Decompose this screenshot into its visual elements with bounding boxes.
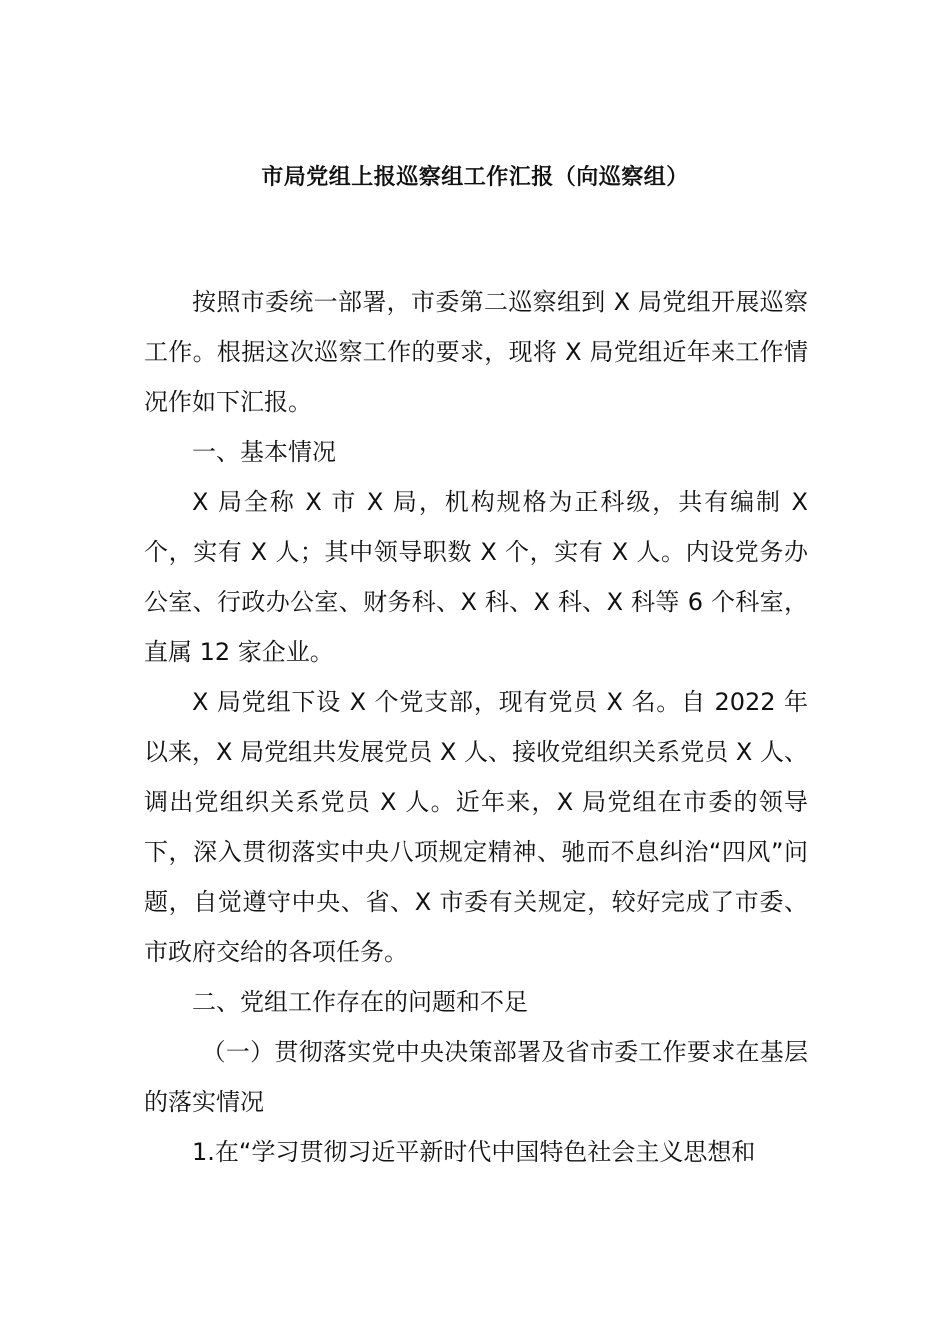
document-body bbox=[144, 277, 808, 1177]
document-title: 市局党组上报巡察组工作汇报（向巡察组） bbox=[261, 165, 689, 190]
basic-info-paragraph-1: X 局全称 X 市 X 局，机构规格为正科级，共有编制 X 个，实有 X 人；其中领导职数 X 个，实有 X 人。内设党务办公室、行政办公室、财务科、X 科、X 科、X 科等 6 个科室，直属 12 家企业。 bbox=[144, 488, 808, 666]
intro-paragraph: 按照市委统一部署，市委第二巡察组到 X 局党组开展巡察工作。根据这次巡察工作的要求，现将 X 局党组近年来工作情况作如下汇报。 bbox=[144, 288, 808, 416]
item-1-paragraph: 1.在“学习贯彻习近平新时代中国特色社会主义思想和 bbox=[192, 1138, 756, 1166]
section-heading-basic-info: 一、基本情况 bbox=[192, 438, 336, 466]
subsection-heading-1: （一）贯彻落实党中央决策部署及省市委工作要求在基层的落实情况 bbox=[144, 1038, 808, 1116]
section-heading-problems: 二、党组工作存在的问题和不足 bbox=[192, 988, 528, 1016]
basic-info-paragraph-2: X 局党组下设 X 个党支部，现有党员 X 名。自 2022 年以来，X 局党组共发展党员 X 人、接收党组织关系党员 X 人、调出党组织关系党员 X 人。近年来，X 局党组在市委的领导下，深入贯彻落实中央八项规定精神、驰而不息纠治“四风”问题，自觉遵守中央、省、X 市委有关规定，较好完成了市委、市政府交给的各项任务。 bbox=[144, 688, 808, 966]
